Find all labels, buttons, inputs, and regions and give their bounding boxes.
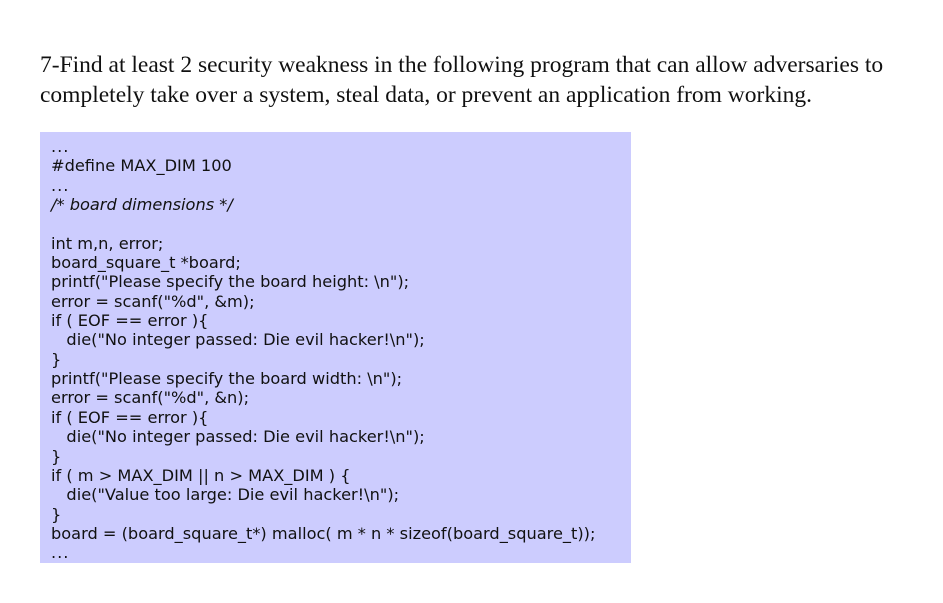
code-line-printf-width: printf("Please specify the board width: \n"); [51,369,403,389]
code-line-die: die("No integer passed: Die evil hacker!\n"); [51,427,425,447]
code-line-if-eof: if ( EOF == error ){ [51,407,209,427]
code-block [40,132,631,563]
code-line-close-brace: } [51,446,62,466]
code-line-board-pointer: board_square_t *board; [51,253,241,273]
code-line-ellipsis: ... [51,137,70,156]
code-line-scanf-m: error = scanf("%d", &m); [51,291,255,311]
code-line-close-brace: } [51,349,62,369]
code-line-comment: /* board dimensions */ [51,195,233,215]
code-line-ellipsis: ... [51,175,70,195]
code-line-close-brace: } [51,504,62,524]
question-text: 7-Find at least 2 security weakness in the following program that can allow adversaries to completely take over a system, steal data, or prevent an application from working. [40,52,884,108]
code-line-scanf-n: error = scanf("%d", &n); [51,388,250,408]
code-line-ellipsis: ... [51,543,70,563]
code-line-printf-height: printf("Please specify the board height: \n"); [51,272,410,292]
code-line-declaration: int m,n, error; [51,233,164,253]
code-line-die: die("Value too large: Die evil hacker!\n"); [51,485,400,505]
code-line-blank [51,214,631,233]
code-line-if-eof: if ( EOF == error ){ [51,311,209,331]
code-line-malloc: board = (board_square_t*) malloc( m * n * sizeof(board_square_t)); [51,523,596,543]
code-line-define: #define MAX_DIM 100 [51,156,232,176]
code-line-die: die("No integer passed: Die evil hacker!\n"); [51,330,425,350]
code-line-if-max-dim: if ( m > MAX_DIM || n > MAX_DIM ) { [51,465,351,485]
